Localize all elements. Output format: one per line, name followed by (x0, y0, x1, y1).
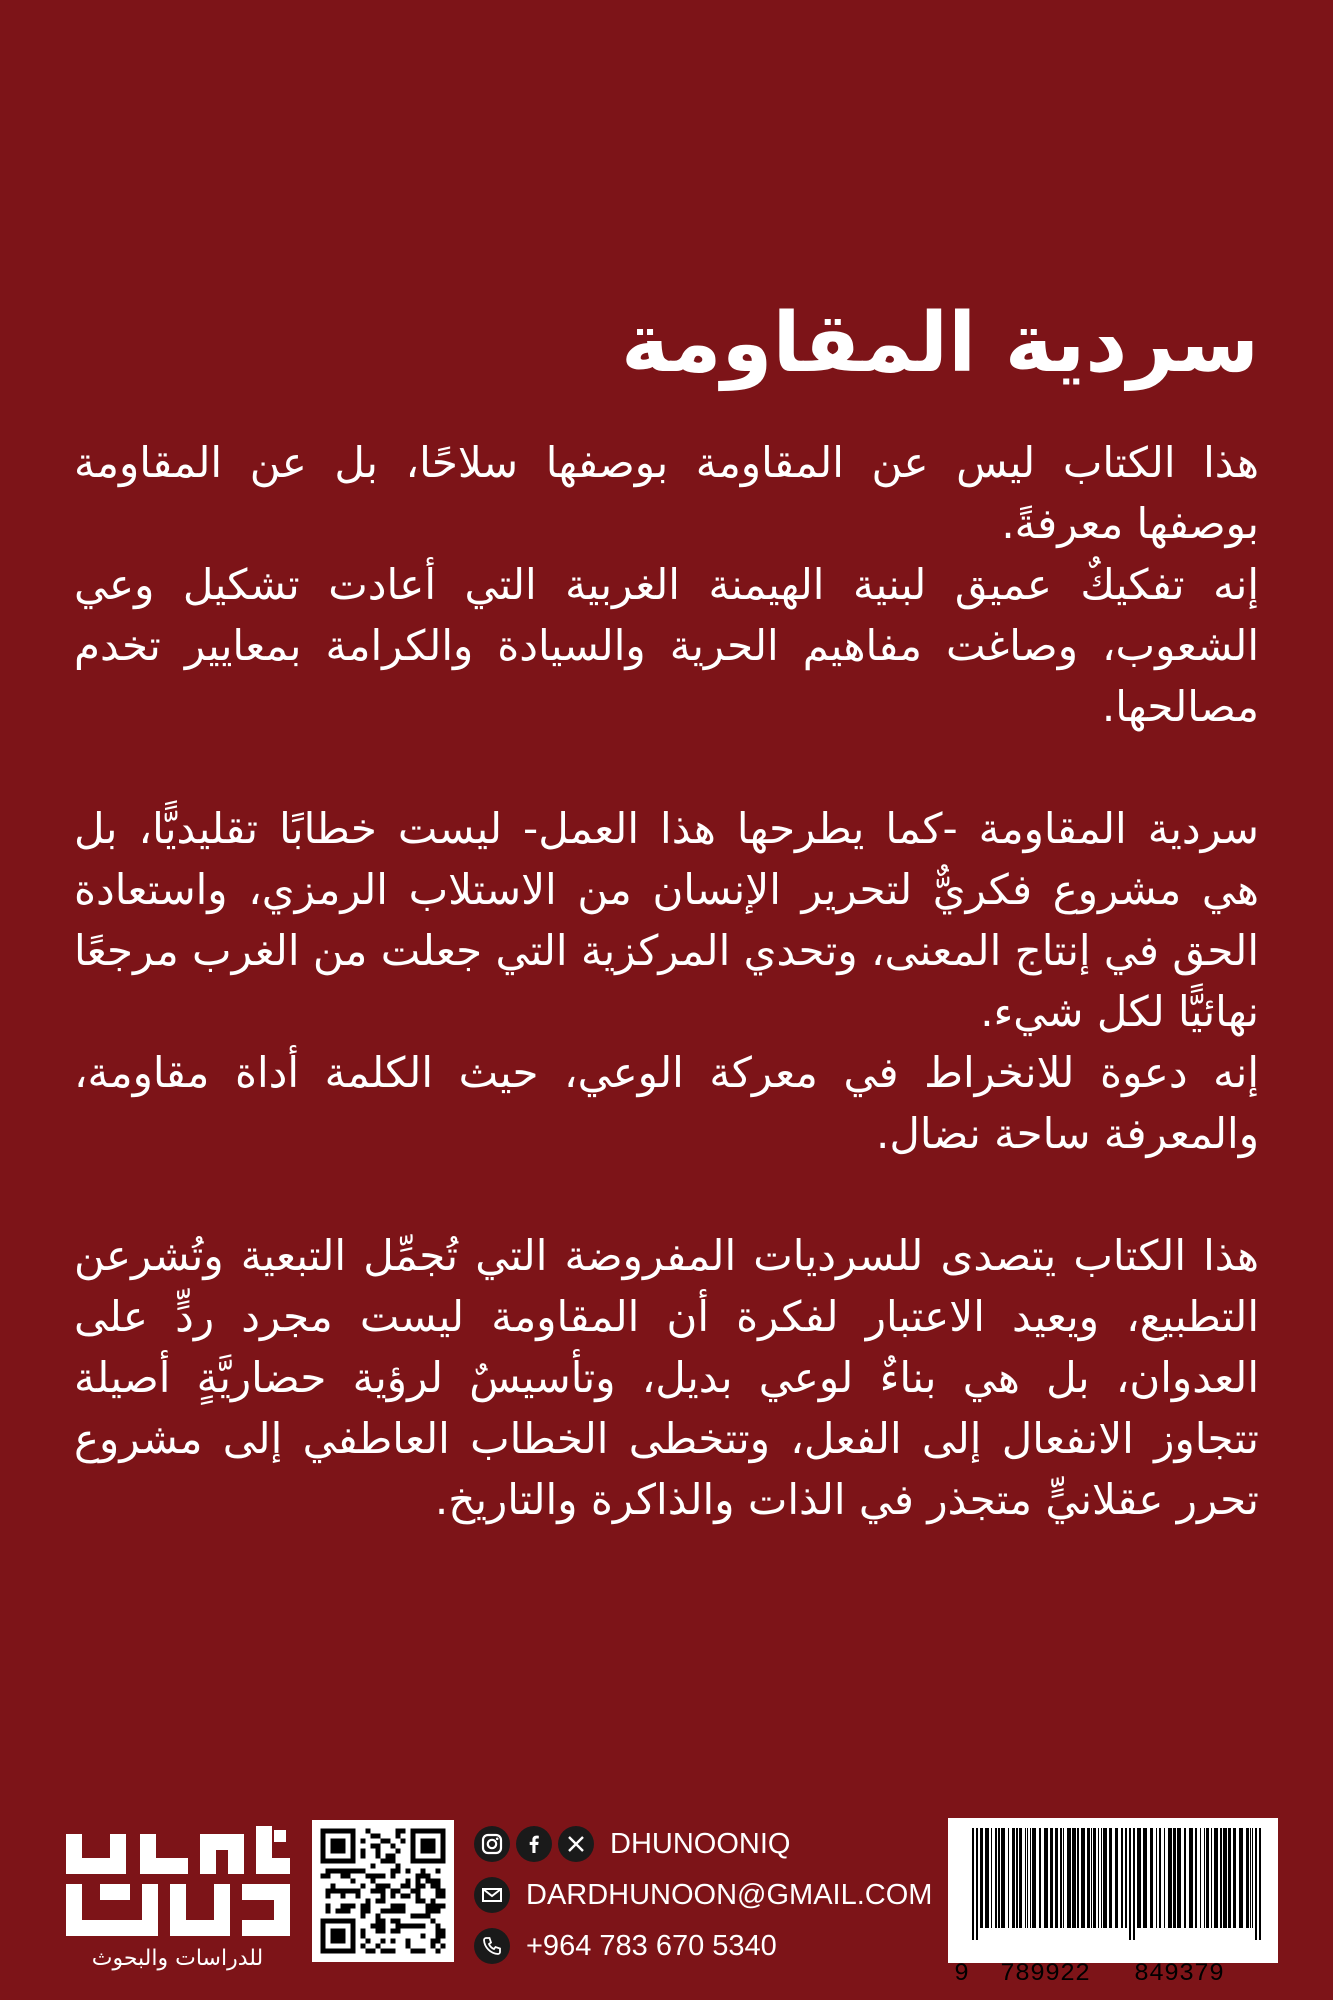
blurb (74, 432, 1259, 1530)
facebook-icon[interactable] (516, 1826, 552, 1862)
phone-row (474, 1922, 934, 1970)
social-row (474, 1820, 934, 1868)
publisher-tagline: للدراسات والبحوث (91, 1946, 264, 1971)
paragraph: هذا الكتاب يتصدى للسرديات المفروضة التي تُجمِّل التبعية وتُشرعن التطبيع، ويعيد الاعتبار لفكرة أن المقاومة ليست مجرد ردٍّ على العدوان، بل هي بناءٌ لوعي بديل، وتأسيسٌ لرؤية حضاريَّةٍ أصيلة تتجاوز الانفعال إلى الفعل، وتتخطى الخطاب العاطفي إلى مشروع تحرر عقلانيٍّ متجذر في الذات والذاكرة والتاريخ. (74, 1231, 1259, 1524)
qr-code (312, 1820, 454, 1962)
isbn-digits-left: 789922 (1000, 1959, 1091, 1988)
book-title: سردية المقاومة (621, 296, 1259, 391)
email-address[interactable]: DARDHUNOON@GMAIL.COM (526, 1878, 933, 1911)
x-icon[interactable] (558, 1826, 594, 1862)
paragraph: إنه تفكيكٌ عميق لبنية الهيمنة الغربية التي أعادت تشكيل وعي الشعوب، وصاغت مفاهيم الحرية والسيادة والكرامة بمعايير تخدم مصالحها. (74, 560, 1259, 731)
qr-code-graphic (312, 1820, 454, 1962)
paragraph: إنه دعوة للانخراط في معركة الوعي، حيث الكلمة أداة مقاومة، والمعرفة ساحة نضال. (74, 1048, 1259, 1158)
isbn-digits-right: 849379 (1134, 1959, 1225, 1988)
phone-number[interactable]: +964 783 670 5340 (526, 1929, 777, 1962)
contact-block (474, 1820, 934, 1973)
isbn-digit-lead: 9 (954, 1959, 970, 1988)
email-row (474, 1871, 934, 1919)
social-handle[interactable]: DHUNOONIQ (610, 1827, 791, 1860)
barcode-bars (948, 1818, 1278, 1963)
paragraph: هذا الكتاب ليس عن المقاومة بوصفها سلاحًا، بل عن المقاومة بوصفها معرفةً. (74, 438, 1259, 548)
isbn-barcode (948, 1818, 1278, 1988)
paragraph: سردية المقاومة -كما يطرحها هذا العمل- ليست خطابًا تقليديًّا، بل هي مشروع فكريٌّ لتحرير الإنسان من الاستلاب الرمزي، واستعادة الحق في إنتاج المعنى، وتحدي المركزية التي جعلت من الغرب مرجعًا نهائيًّا لكل شيء. (74, 804, 1259, 1036)
instagram-icon[interactable] (474, 1826, 510, 1862)
publisher-logo-mark (60, 1826, 295, 1944)
mail-icon (474, 1877, 510, 1913)
publisher-logo (60, 1826, 295, 1971)
phone-icon (474, 1928, 510, 1964)
